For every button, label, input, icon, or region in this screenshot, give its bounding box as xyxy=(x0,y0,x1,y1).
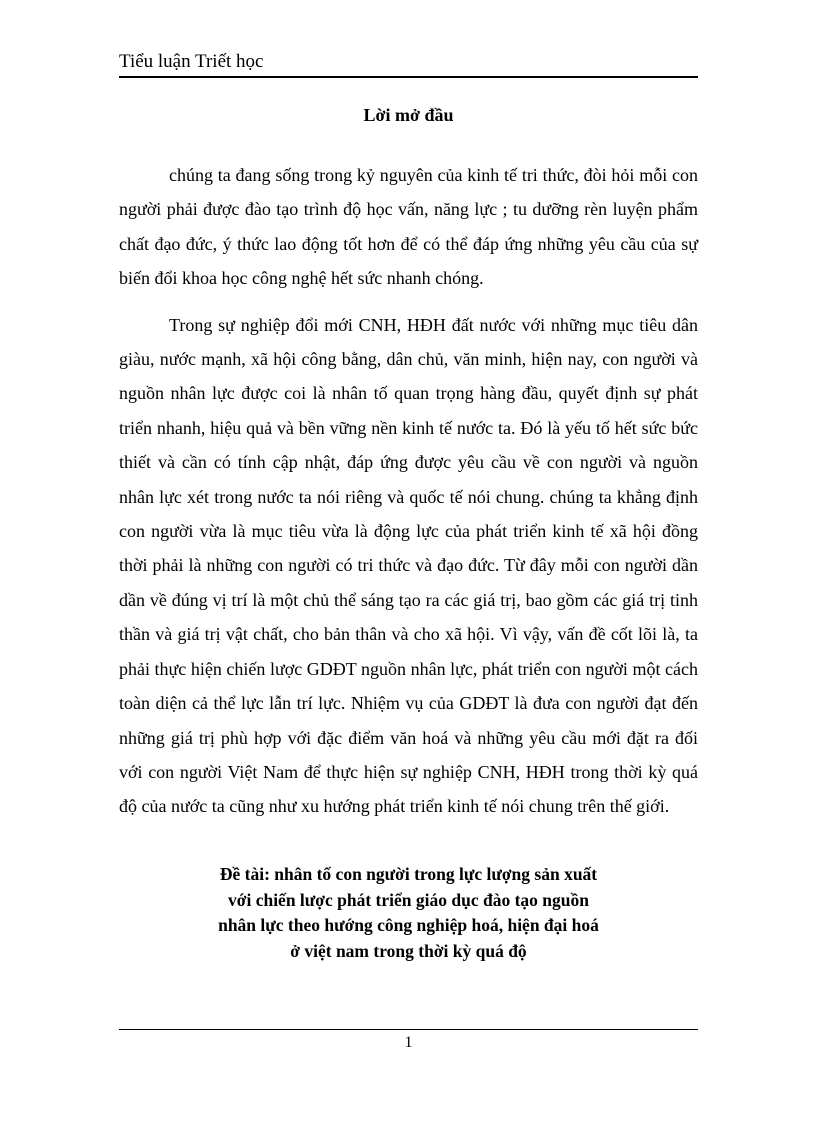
paragraph-1: chúng ta đang sống trong kỷ nguyên của kinh tế tri thức, đòi hỏi mỗi con người phải được đào tạo trình độ học vấn, năng lực ; tu dưỡng rèn luyện phẩm chất đạo đức, ý thức lao động tốt hơn để có thể đáp ứng những yêu cầu của sự biến đổi khoa học công nghệ hết sức nhanh chóng. xyxy=(119,165,698,289)
header-title: Tiểu luận Triết học xyxy=(119,51,264,72)
topic-line-1: Đề tài: nhân tố con người trong lực lượng sản xuất xyxy=(219,864,598,884)
topic-title xyxy=(119,862,698,964)
header-rule xyxy=(119,76,698,78)
paragraph-2: Trong sự nghiệp đổi mới CNH, HĐH đất nước với những mục tiêu dân giàu, nước mạnh, xã hội công bằng, dân chủ, văn minh, hiện nay, con người và nguồn nhân lực được coi là nhân tố quan trọng hàng đầu, quyết định sự phát triển nhanh, hiệu quả và bền vững nền kinh tế nước ta. Đó là yếu tố hết sức bức thiết và cần có tính cập nhật, đáp ứng được yêu cầu về con người và nguồn nhân lực xét trong nước ta nói riêng và quốc tế nói chung. chúng ta khẳng định con người vừa là mục tiêu vừa là động lực của phát triển kinh tế xã hội đồng thời phải là những con người có tri thức và đạo đức. Từ đây mỗi con người dần dần về đúng vị trí là một chủ thể sáng tạo ra các giá trị, bao gồm các giá trị tinh thần và giá trị vật chất, cho bản thân và cho xã hội. Vì vậy, vấn đề cốt lõi là, ta phải thực hiện chiến lược GDĐT nguồn nhân lực, phát triển con người một cách toàn diện cả thể lực lẫn trí lực. Nhiệm vụ của GDĐT là đưa con người đạt đến những giá trị phù hợp với đặc điểm văn hoá và những yêu cầu mới đặt ra đối với con người Việt Nam để thực hiện sự nghiệp CNH, HĐH trong thời kỳ quá độ của nước ta cũng như xu hướng phát triển kinh tế nói chung trên thế giới. xyxy=(119,314,698,817)
footer-rule xyxy=(119,1029,698,1030)
section-title: Lời mở đầu xyxy=(363,105,454,125)
topic-line-2: với chiến lược phát triển giáo dục đào tạo nguồn xyxy=(228,889,589,910)
topic-line-3: nhân lực theo hướng công nghiệp hoá, hiện đại hoá xyxy=(218,915,599,935)
topic-line-4: ở việt nam trong thời kỳ quá độ xyxy=(290,940,527,961)
page-number: 1 xyxy=(404,1034,413,1051)
body-text xyxy=(119,158,698,824)
